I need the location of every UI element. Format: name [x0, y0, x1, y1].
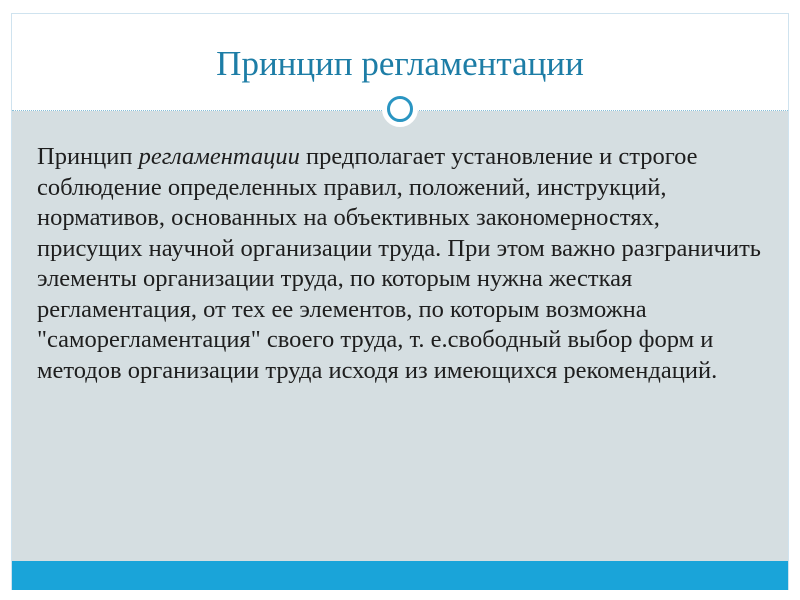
ring-icon [382, 91, 418, 127]
paragraph-lead: Принцип [37, 143, 139, 170]
slide [11, 13, 789, 590]
body-paragraph [37, 142, 767, 386]
footer-accent-bar [12, 561, 788, 590]
paragraph-emphasis: регламентации [138, 143, 300, 170]
paragraph-rest: предполагает установление и строгое соблюдение определенных правил, положений, инструкций, нормативов, основанных на объективных закономерностях, присущих научной организации труда. При этом важно разграничить элементы организации труда, по которым нужна жесткая регламентация, от тех ее элементов, по которым возможна "саморегламентация" своего труда, т. е.свободный выбор форм и методов организации труда исходя из имеющихся рекомендаций. [37, 143, 761, 384]
slide-title: Принцип регламентации [216, 44, 584, 83]
